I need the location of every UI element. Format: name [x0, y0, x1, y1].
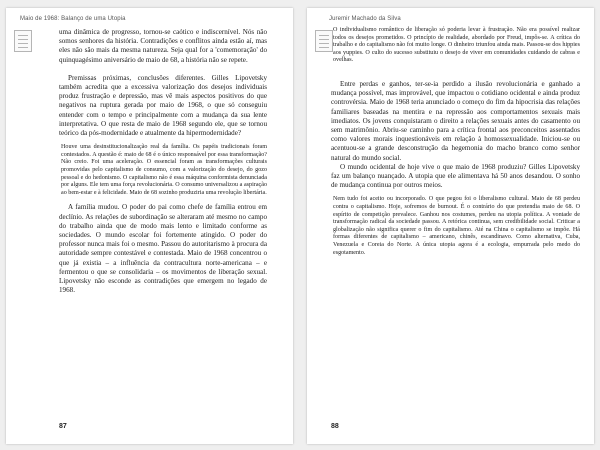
page-number: 87 [59, 423, 67, 430]
right-page [307, 8, 594, 444]
running-head: Maio de 1968: Balanço de uma Utopia [20, 16, 126, 22]
running-head: Juremir Machado da Silva [329, 16, 401, 22]
page-thumbnail-icon[interactable] [14, 30, 32, 52]
quote-text: O individualismo romântico de liberação só poderia levar à frustração. Não era possível realizar todos os desejos prometidos. O princípio de realidade, abordado por Freud, impôs-se. A crítica do trabalho e do capitalismo não foi muito longe. O dinheiro triunfou ainda mais. Passou-se dos hippies aos yuppies. O culto do sucesso substituiu o desejo de viver em comunidades cuidando de cabras e ovelhas. [333, 27, 580, 64]
quote-text: Nem tudo foi aceito ou incorporado. O que pegou foi o liberalismo cultural. Maio de 68 perdeu contra o capitalismo. Hoje, sofremos de burnout. É o contrário do que pretendia maio de 68. O espírito de competição prevalece. Ganhou nos costumes, perdeu na utopia política. A vontade de transformação radical da sociedade passou. A retórica continua, sem credibilidade social. Criticar a globalização não significa querer o fim do capitalismo. Até na China o capitalismo se impõe. Há formas diferentes de capitalismo – americano, chinês, escandinavo. Como alternativa, Cuba, Venezuela e Coreia do Norte. A única utopia agora é a ecologia, empurrada pelo medo do esgotamento. [333, 196, 580, 256]
block-quote [59, 144, 267, 197]
paragraph: A família mudou. O poder do pai como chefe de família entrou em declínio. As relações de subordinação se alteraram até mesmo no campo do trabalho ainda que de modo mais lento e limitado conforme as sociedades. O mundo escolar foi fortemente atingido. O poder do professor nunca mais foi o mesmo. Passou do autoritarismo à procura da autoridade sempre contestável e contestada. Maio de 1968 concentrou o que já existia – a influência da contracultura norte-americana – e fermentou o que se consolidaria – os movimentos de liberação sexual. Lipovetsky não esconde as contradições que emergem no legado de 1968. [59, 203, 267, 295]
paragraph: Entre perdas e ganhos, ter-se-ia perdido a ilusão revolucionária e ganhado a mudança possível, mas improvável, que impactou o cotidiano ocidental e ainda produz controvérsia. Maio de 1968 teria anunciado o começo do fim da hipocrisia das relações familiares baseadas na mentira e na repressão aos comportamentos sexuais mais imediatos. Os jovens conquistaram o direito a relações sexuais antes do casamento ou sem matrimônio. Abriu-se caminho para a crítica frontal aos preconceitos assentados como valores morais inquestionáveis em relação à homossexualidade. Iniciou-se ou acentuou-se a grande desconstrução da hegemonia do macho branco como senhor natural do mundo social. [331, 79, 580, 162]
body-text [59, 28, 267, 295]
block-quote [331, 27, 580, 65]
paragraph: uma dinâmica de progresso, tornou-se caótico e indiscernível. Nós não somos senhores da história. Contradições e conflitos ainda estão aí, mas eles não são mais da mesma natureza. Seja qual for a 'comemoração' do quinquagésimo aniversário de maio de 68, a história não se repete. [59, 28, 267, 64]
block-quote [331, 196, 580, 257]
page-number: 88 [331, 423, 339, 430]
body-text [331, 27, 580, 263]
paragraph: Premissas próximas, conclusões diferentes. Gilles Lipovetsky também acredita que a excessiva valorização dos desejos individuais produz frustração e depressão, mas vê mais aspectos positivos do que negativos na ruptura gerada por maio de 1968, o que só conseguiu entender com o tempo e principalmente com a mudança da sua lente interpretativa. O que resta de maio de 1968 segundo ele, que se tornou teórico da pós-modernidade e atualmente da hipermodernidade? [59, 73, 267, 138]
quote-text: Houve uma desinstitucionalização real da família. Os papéis tradicionais foram contestados. A questão é: maio de 68 é o único responsável por essa transformação? Não creio. Foi uma aceleração. O essencial foram as transformações culturais promovidas pelo capitalismo de consumo, com a valorização do desejo, do gozo pessoal e do hedonismo. O capitalismo não é essa máquina conformista denunciada por alguns. Ele tem uma força revolucionária. O consumo universalizou a aspiração ao bem-estar e à felicidade. Maio de 68 sozinho produziria uma revolução libertária. [61, 144, 267, 196]
left-page [6, 8, 293, 444]
paragraph: O mundo ocidental de hoje vive o que maio de 1968 produziu? Gilles Lipovetsky faz um balanço nuançado. A utopia que ele alimentava há 50 anos desandou. O sonho de mudança continua por outros meios. [331, 162, 580, 190]
